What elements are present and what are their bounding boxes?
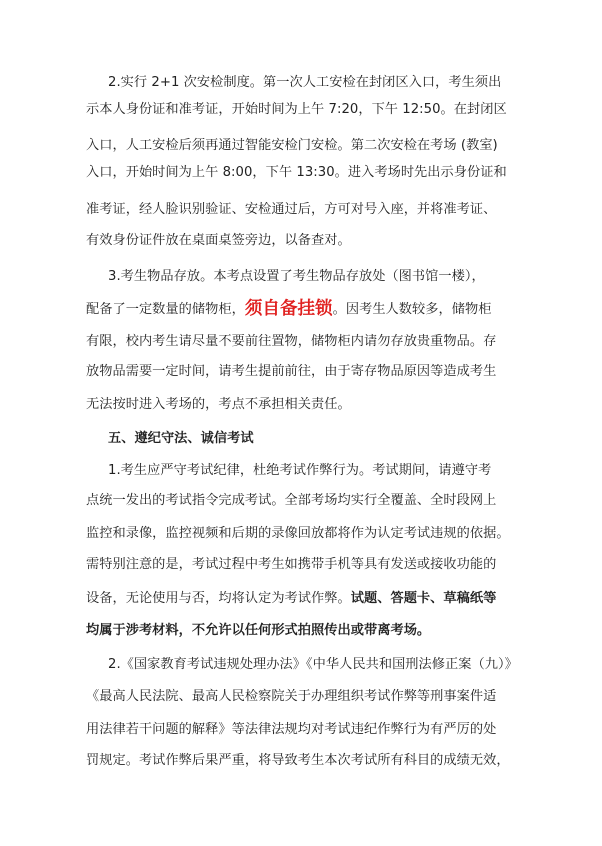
paragraph-line: 监控和录像，监控视频和后期的录像回放都将作为认定考试违规的依据。 xyxy=(86,526,510,541)
paragraph-line: 准考证，经人脸识别验证、安检通过后，方可对号入座，并将准考证、 xyxy=(86,202,497,217)
paragraph-line: 有限，校内考生请尽量不要前往置物，储物柜内请勿存放贵重物品。存 xyxy=(86,334,497,349)
paragraph-line: 入口，人工安检后须再通过智能安检门安检。第二次安检在考场 (教室) xyxy=(86,138,498,153)
paragraph-line: 有效身份证件放在桌面桌签旁边，以备查对。 xyxy=(86,233,351,248)
paragraph-line: 2.《国家教育考试违规处理办法》《中华人民共和国刑法修正案（九）》 xyxy=(108,657,518,672)
paragraph-line: 示本人身份证和准考证，开始时间为上午 7:20，下午 12:50。在封闭区 xyxy=(86,102,507,117)
paragraph-line xyxy=(86,587,496,611)
text-run: 设备，无论使用与否，均将认定为考试作弊。 xyxy=(86,591,351,606)
paragraph-line: 2.实行 2+1 次安检制度。第一次人工安检在封闭区入口，考生须出 xyxy=(108,75,502,90)
paragraph-line: 《最高人民法院、最高人民检察院关于办理组织考试作弊等刑事案件适 xyxy=(86,689,497,704)
text-run: 。因考生人数较多，储物柜 xyxy=(332,302,492,317)
paragraph-line: 点统一发出的考试指令完成考试。全部考场均实行全覆盖、全时段网上 xyxy=(86,493,497,508)
paragraph-line: 用法律若干问题的解释》等法律法规均对考试违纪作弊行为有严厉的处 xyxy=(86,722,497,737)
paragraph-line: 放物品需要一定时间，请考生提前前往，由于寄存物品原因等造成考生 xyxy=(86,364,497,379)
paragraph-line: 罚规定。考试作弊后果严重，将导致考生本次考试所有科目的成绩无效， xyxy=(86,753,510,768)
paragraph-line: 入口，开始时间为上午 8:00，下午 13:30。进入考场时先出示身份证和 xyxy=(86,165,507,180)
lock-notice-highlight: 须自备挂锁 xyxy=(244,299,333,319)
paragraph-line xyxy=(86,297,491,321)
paragraph-line: 需特别注意的是，考试过程中考生如携带手机等具有发送或接收功能的 xyxy=(86,557,497,572)
text-run: 配备了一定数量的储物柜， xyxy=(86,302,245,317)
paragraph-line: 1.考生应严守考试纪律，杜绝考试作弊行为。考试期间，请遵守考 xyxy=(108,463,492,478)
bold-text-run: 试题、答题卡、草稿纸等 xyxy=(350,591,497,606)
section-heading: 五、遵纪守法、诚信考试 xyxy=(108,431,254,446)
paragraph-line-bold: 均属于涉考材料，不允许以任何形式拍照传出或带离考场。 xyxy=(86,623,431,638)
paragraph-line: 无法按时进入考场的，考点不承担相关责任。 xyxy=(86,397,351,412)
paragraph-line: 3.考生物品存放。本考点设置了考生物品存放处（图书馆一楼）， xyxy=(108,269,485,284)
